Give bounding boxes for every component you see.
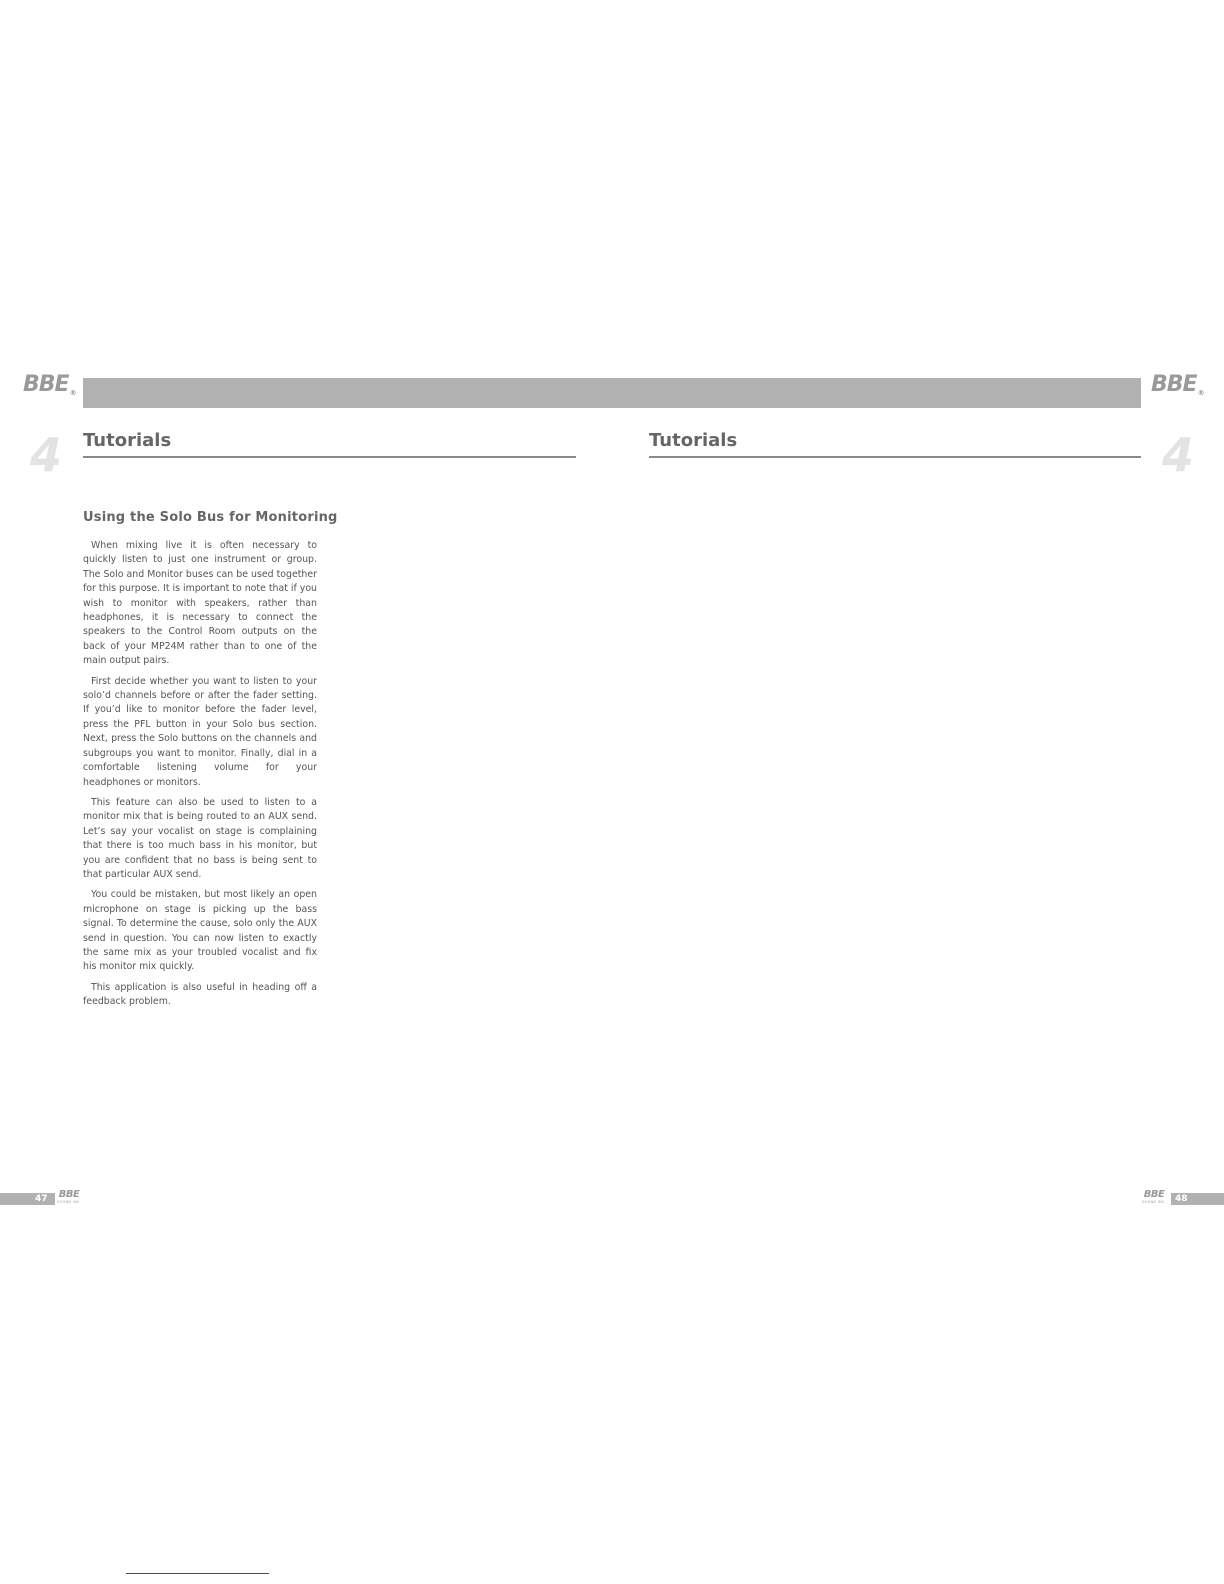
- paragraph: When mixing live it is often necessary to quickly listen to just one instrument or group. The Solo and Monitor buses can be used together for this purpose. It is important to note that if you wish to monitor with speakers, rather than headphones, it is necessary to connect the speakers to the Control Room outputs on the back of your MP24M rather than to one of the main output pairs.: [83, 540, 317, 667]
- paragraph: First decide whether you want to listen to your solo’d channels before or after the fader setting. If you’d like to monitor before the fader level, press the PFL button in your Solo bus section. Next, press the Solo buttons on the channels and subgroups you want to monitor. Finally, dial in a comfortable listening volume for your headphones or monitors.: [83, 675, 317, 788]
- section-title-left: Tutorials: [83, 430, 172, 451]
- footer-logo-left: BBE SOUND INC.: [57, 1189, 82, 1204]
- bbe-logo-right: BBE®: [1151, 372, 1204, 397]
- paragraph: You could be mistaken, but most likely an open microphone on stage is picking up the bass signal. To determine the cause, solo only the AUX send in question. You can now listen to exactly the same mix as your troubled vocalist and fix his monitor mix quickly.: [83, 889, 317, 973]
- title-rule-left: [83, 456, 576, 458]
- header-band: [83, 378, 1141, 408]
- chapter-number-left: 4: [30, 428, 63, 482]
- page-number-right: 48: [1175, 1194, 1188, 1204]
- paragraph: This feature can also be used to listen to a monitor mix that is being routed to an AUX send. Let’s say your vocalist on stage is complaining that there is too much bass in his monitor, but you are confident that no bass is being sent to that particular AUX send.: [83, 796, 317, 880]
- title-rule-right: [649, 456, 1141, 458]
- footer-logo-right: BBE SOUND INC.: [1142, 1189, 1167, 1204]
- article-body: [83, 539, 317, 1016]
- section-title-right: Tutorials: [649, 430, 738, 451]
- chapter-number-right: 4: [1162, 428, 1195, 482]
- bbe-logo-left: BBE®: [23, 372, 76, 397]
- paragraph: This application is also useful in heading off a feedback problem.: [83, 981, 317, 1008]
- article-heading: Using the Solo Bus for Monitoring: [83, 510, 338, 525]
- link-underline[interactable]: [126, 1573, 269, 1574]
- page-number-left: 47: [35, 1194, 48, 1204]
